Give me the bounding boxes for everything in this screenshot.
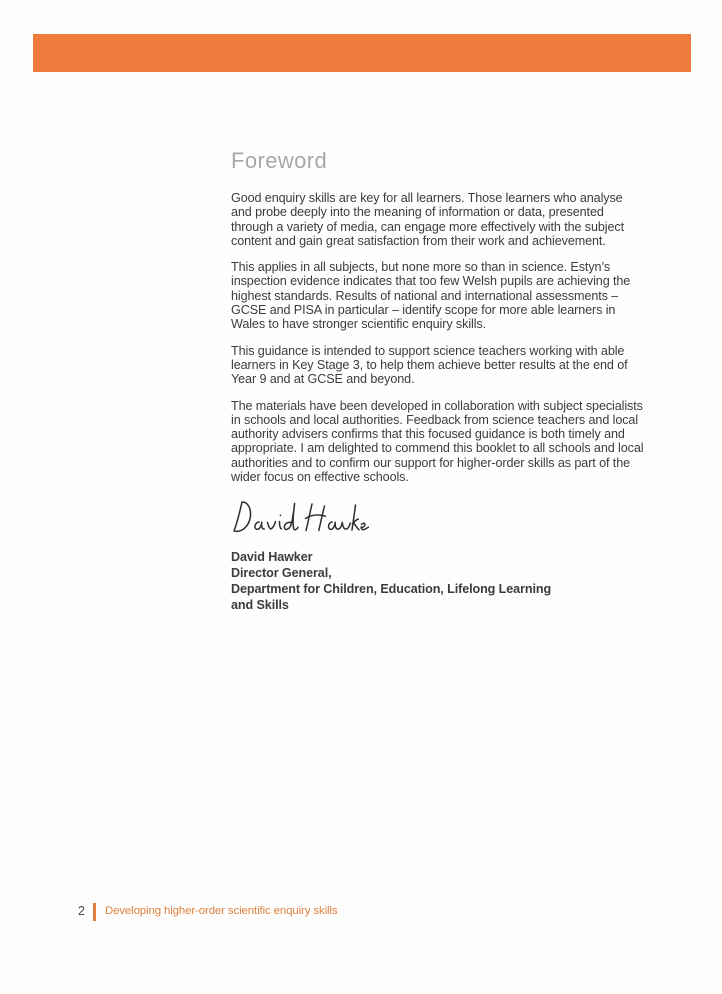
content-column [231,147,645,613]
signoff-role: Director General, [231,566,332,581]
paragraph-applies-all-subjects: This applies in all subjects, but none more so than in science. Estyn’s inspection evidence indicates that too few Welsh pupils are achieving the highest standards. Results of national and international assessments – GCSE and PISA in particular – identify scope for more able learners in Wales to have stronger scientific enquiry skills. [231,260,631,332]
page-footer [78,902,337,921]
paragraph-materials-developed: The materials have been developed in collaboration with subject specialists in schools and local authorities. Feedback from science teachers and local authority advisers confirms that this focused guidance is both timely and appropriate. I am delighted to commend this booklet to all schools and local authorities and to confirm our support for higher-order skills as part of the wider focus on effective schools. [231,398,644,485]
page-title: Foreword [231,148,328,173]
page-number: 2 [78,904,85,918]
footer-divider-bar [93,903,96,921]
paragraph-guidance-purpose: This guidance is intended to support science teachers working with able learners in Key Stage 3, to help them achieve better results at the end of Year 9 and at GCSE and beyond. [231,343,628,387]
signoff-block [231,549,645,613]
handwritten-signature-image [231,496,645,542]
booklet-title: Developing higher-order scientific enquiry skills [104,905,338,917]
signoff-department-line1: Department for Children, Education, Lifelong Learning [231,582,552,597]
paragraph-enquiry-skills: Good enquiry skills are key for all learners. Those learners who analyse and probe deeply into the meaning of information or data, presented through a variety of media, can engage more effectively with the subject content and gain great satisfaction from their work and achievement. [231,191,624,248]
signoff-name: David Hawker [231,550,313,565]
header-banner [33,34,691,72]
signoff-department-line2: and Skills [231,598,289,613]
